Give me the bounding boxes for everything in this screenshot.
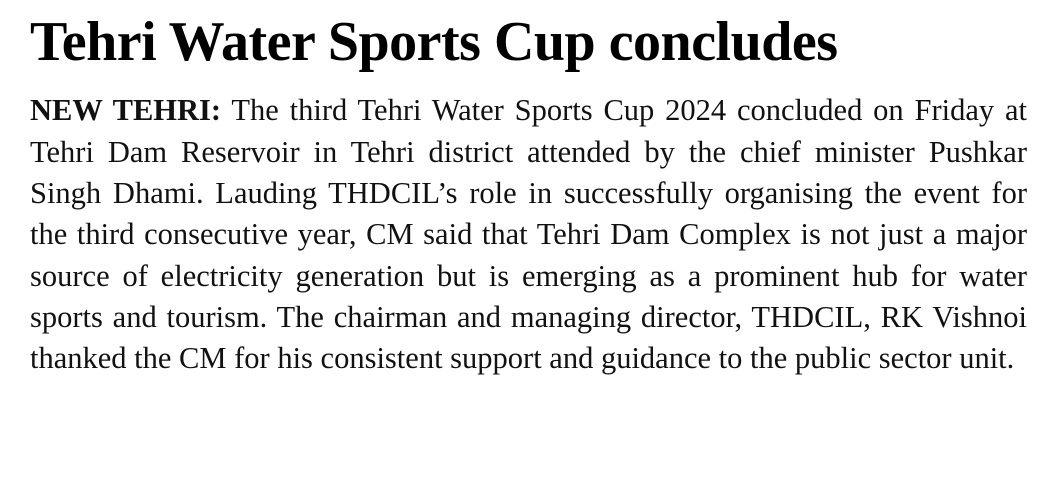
article-dateline: NEW TEHRI: [30, 93, 222, 128]
page-title: Tehri Water Sports Cup concludes [30, 11, 838, 73]
article-body [30, 90, 1027, 379]
article-body-text: The third Tehri Water Sports Cup 2024 concluded on Friday at Tehri Dam Reservoir in Tehri district attended by the chief minister Pushkar Singh Dhami. Lauding THDCIL’s role in successfully organising the event for the third consecutive year, CM said that Tehri Dam Complex is not just a major source of electricity generation but is emerging as a prominent hub for water sports and tourism. The chairman and managing director, THDCIL, RK Vishnoi thanked the CM for his consistent support and guidance to the public sector unit. [30, 93, 1027, 376]
